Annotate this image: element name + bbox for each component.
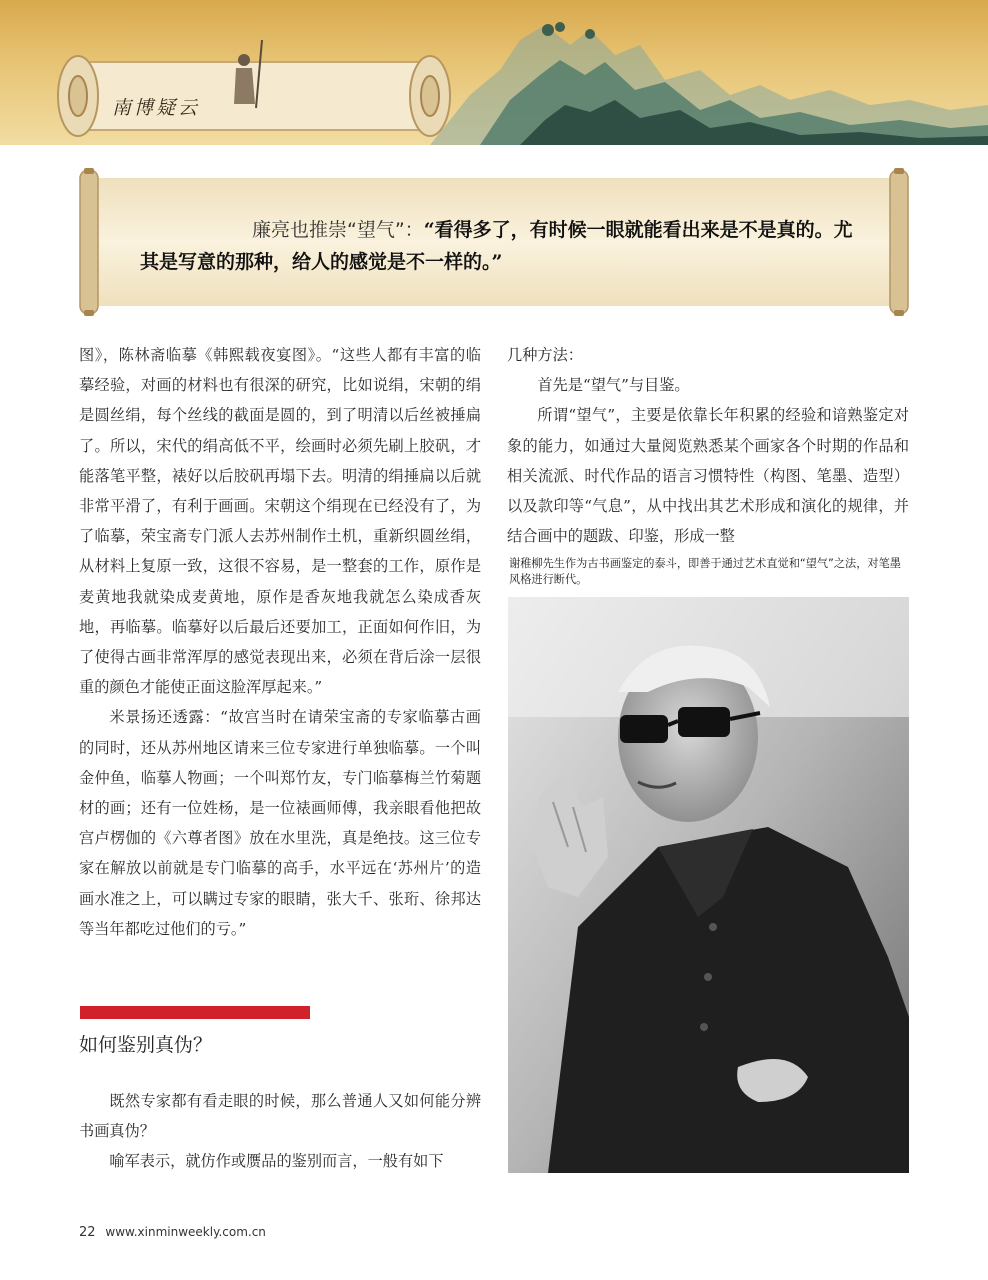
section-paragraph-2: 喻军表示，就仿作或赝品的鉴别而言，一般有如下 xyxy=(109,1152,444,1171)
pull-quote-lead: 廉亮也推崇“望气”： xyxy=(252,219,424,241)
right-paragraph-2: 首先是“望气”与目鉴。 xyxy=(537,376,690,395)
elderly-man-portrait-image xyxy=(508,597,909,1173)
landscape-painting-illustration xyxy=(0,0,988,145)
website-link[interactable]: www.xinminweekly.com.cn xyxy=(105,1225,266,1239)
page-footer xyxy=(79,1225,266,1240)
photo-caption: 谢稚柳先生作为古书画鉴定的泰斗，即善于通过艺术直觉和“望气”之法，对笔墨风格进行断代。 xyxy=(509,557,901,586)
left-column xyxy=(79,340,481,944)
pull-quote-scroll xyxy=(78,168,910,316)
pull-quote-text xyxy=(140,214,860,278)
left-paragraph-1: 图》，陈林斋临摹《韩熙载夜宴图》。“这些人都有丰富的临摹经验，对画的材料也有很深的研究，比如说绢，宋朝的绢是圆丝绢，每个丝线的截面是圆的，到了明清以后丝被捶扁了。所以，宋代的绢高低不平，绘画时必须先刷上胶矾，才能落笔平整，裱好以后胶矾再塌下去。明清的绢捶扁以后就非常平滑了，有利于画画。宋朝这个绢现在已经没有了，为了临摹，荣宝斋专门派人去苏州制作土机，重新织圆丝绢，从材料上复原一致，这很不容易，是一整套的工作，原作是麦黄地我就染成麦黄地，原作是香灰地我就怎么染成香灰地，再临摹。临摹好以后最后还要加工，正面如何作旧，为了使得古画非常浑厚的感觉表现出来，必须在背后涂一层很重的颜色才能使正面这脸浑厚起来。” xyxy=(79,346,481,697)
right-column xyxy=(507,340,909,551)
portrait-photo xyxy=(508,597,909,1173)
right-paragraph-1: 几种方法： xyxy=(507,346,583,364)
pull-quote-bold: “看得多了，有时候一眼就能看出来是不是真的。尤其是写意的那种，给人的感觉是不一样的。” xyxy=(140,219,853,273)
section-heading: 如何鉴别真伪？ xyxy=(79,1034,213,1056)
page-number: 22 xyxy=(79,1225,96,1240)
left-paragraph-2: 米景扬还透露：“故宫当时在请荣宝斋的专家临摹古画的同时，还从苏州地区请来三位专家进行单独临摹。一个叫金仲鱼，临摹人物画；一个叫郑竹友，专门临摹梅兰竹菊题材的画；还有一位姓杨，是一位裱画师傅，我亲眼看他把故宫卢楞伽的《六尊者图》放在水里洗，真是绝技。这三位专家在解放以前就是专门临摹的高手，水平远在‘苏州片’的造画水准之上，可以瞒过专家的眼睛，张大千、张珩、徐邦达等当年都吃过他们的亏。” xyxy=(79,708,481,938)
section-body xyxy=(79,1086,481,1177)
section-paragraph-1: 既然专家都有看走眼的时候，那么普通人又如何能分辨书画真伪？ xyxy=(79,1092,481,1141)
right-paragraph-3: 所谓“望气”，主要是依靠长年积累的经验和谙熟鉴定对象的能力，如通过大量阅览熟悉某个画家各个时期的作品和相关流派、时代作品的语言习惯特性（构图、笔墨、造型）以及款印等“气息”，从中找出其艺术形成和演化的规律，并结合画中的题跋、印鉴，形成一整 xyxy=(507,406,909,546)
column-title: 南博疑云 xyxy=(112,97,201,119)
section-accent-bar xyxy=(80,1006,310,1019)
header-banner xyxy=(0,0,988,145)
